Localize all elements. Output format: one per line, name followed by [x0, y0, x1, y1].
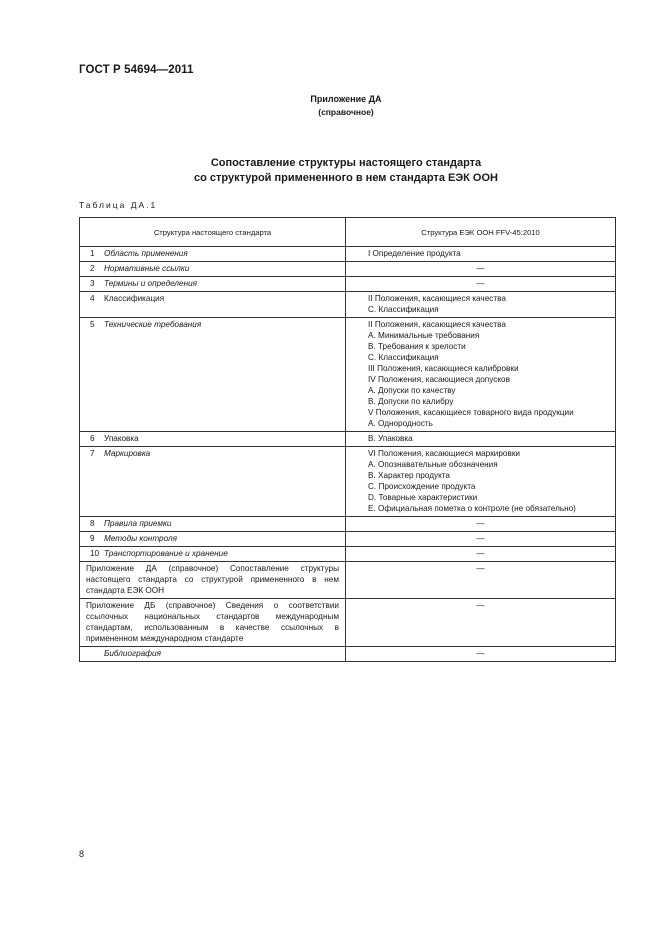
- row-cell-left: [80, 447, 346, 517]
- row-label: Приложение ДА (справочное) Сопоставление структуры настоящего стандарта со структурой примененного в нем стандарта ЕЭК ООН: [86, 564, 339, 595]
- row-cell-dash: —: [346, 277, 616, 292]
- table-row: [80, 517, 616, 532]
- row-number: 2: [90, 264, 95, 273]
- row-label: Методы контроля: [104, 534, 177, 543]
- row-label: Термины и определения: [104, 279, 198, 288]
- page-number: 8: [79, 849, 85, 859]
- row-label: Нормативные ссылки: [104, 264, 190, 273]
- right-line: С. Классификация: [368, 305, 439, 314]
- row-cell-left: [80, 318, 346, 432]
- table-row: [80, 562, 616, 599]
- row-label: Библиография: [104, 649, 161, 658]
- right-line: В. Характер продукта: [368, 471, 450, 480]
- row-number: 10: [90, 549, 100, 558]
- row-label: Область применения: [104, 249, 188, 258]
- row-cell-left: [80, 562, 346, 599]
- row-cell-left: [80, 292, 346, 318]
- row-number: 9: [90, 534, 95, 543]
- table-caption: Таблица ДА.1: [79, 200, 158, 210]
- row-cell-dash: —: [346, 532, 616, 547]
- row-label: Технические требования: [104, 320, 202, 329]
- row-label: Маркировка: [104, 449, 151, 458]
- document-code: ГОСТ Р 54694—2011: [79, 64, 194, 76]
- right-line: А. Допуски по качеству: [368, 386, 456, 395]
- structure-comparison-table: [79, 217, 616, 662]
- right-line: VI Положения, касающиеся маркировки: [368, 449, 520, 458]
- row-cell-left: [80, 432, 346, 447]
- row-cell-left: [80, 532, 346, 547]
- table-row: [80, 318, 616, 432]
- row-cell-left: [80, 247, 346, 262]
- row-cell-left: [80, 277, 346, 292]
- row-label: Правила приемки: [104, 519, 172, 528]
- row-number: 7: [90, 449, 95, 458]
- right-line: А. Опознавательные обозначения: [368, 460, 498, 469]
- row-cell-left: [80, 647, 346, 662]
- row-number: 8: [90, 519, 95, 528]
- right-line: II Положения, касающиеся качества: [368, 294, 506, 303]
- table-row: [80, 647, 616, 662]
- row-cell-left: [80, 547, 346, 562]
- table-row: [80, 447, 616, 517]
- row-cell-dash: —: [346, 262, 616, 277]
- right-line: В. Упаковка: [368, 434, 413, 443]
- row-cell-dash: —: [346, 562, 616, 599]
- table-row: [80, 532, 616, 547]
- right-line: А. Однородность: [368, 419, 433, 428]
- right-line: I Определение продукта: [368, 249, 461, 258]
- right-line: В. Требования к зрелости: [368, 342, 466, 351]
- right-line: А. Минимальные требования: [368, 331, 480, 340]
- row-label: Упаковка: [104, 434, 139, 443]
- right-line: IV Положения, касающиеся допусков: [368, 375, 510, 384]
- row-cell-left: [80, 517, 346, 532]
- appendix-title: Приложение ДА: [310, 94, 382, 104]
- table-row: [80, 292, 616, 318]
- section-heading-line-2: со структурой примененного в нем стандарта ЕЭК ООН: [194, 172, 498, 184]
- row-cell-right: [346, 292, 616, 318]
- table-header-row: [80, 218, 616, 247]
- right-line: С. Классификация: [368, 353, 439, 362]
- row-label: Транспортирование и хранение: [104, 549, 228, 558]
- row-cell-dash: —: [346, 647, 616, 662]
- row-number: 5: [90, 320, 95, 329]
- row-cell-dash: —: [346, 599, 616, 647]
- row-cell-dash: —: [346, 547, 616, 562]
- right-line: III Положения, касающиеся калибровки: [368, 364, 519, 373]
- row-cell-right: [346, 432, 616, 447]
- right-line: В. Допуски по калибру: [368, 397, 454, 406]
- row-cell-left: [80, 262, 346, 277]
- right-line: D. Товарные характеристики: [368, 493, 478, 502]
- row-cell-right: [346, 247, 616, 262]
- table-row: [80, 277, 616, 292]
- column-header-national: Структура настоящего стандарта: [80, 218, 346, 247]
- row-label: Классификация: [104, 294, 165, 303]
- appendix-subtitle: (справочное): [318, 107, 374, 117]
- right-line: Е. Официальная пометка о контроле (не обязательно): [368, 504, 576, 513]
- row-cell-right: [346, 447, 616, 517]
- right-line: V Положения, касающиеся товарного вида продукции: [368, 408, 574, 417]
- table-row: [80, 432, 616, 447]
- column-header-unece: Структура ЕЭК ООН FFV-45:2010: [346, 218, 616, 247]
- table-row: [80, 262, 616, 277]
- right-line: С. Происхождение продукта: [368, 482, 476, 491]
- row-label: Приложение ДБ (справочное) Сведения о соответствии ссылочных национальных стандартов международным стандартам, использованным в качестве ссылочных в примененном международном стандарте: [86, 601, 339, 643]
- row-cell-right: [346, 318, 616, 432]
- right-line: II Положения, касающиеся качества: [368, 320, 506, 329]
- table-row: [80, 547, 616, 562]
- row-cell-dash: —: [346, 517, 616, 532]
- row-number: 4: [90, 294, 95, 303]
- row-cell-left: [80, 599, 346, 647]
- row-number: 6: [90, 434, 95, 443]
- section-heading-line-1: Сопоставление структуры настоящего стандарта: [210, 157, 482, 169]
- table-row: [80, 247, 616, 262]
- row-number: 3: [90, 279, 95, 288]
- row-number: 1: [90, 249, 95, 258]
- table-row: [80, 599, 616, 647]
